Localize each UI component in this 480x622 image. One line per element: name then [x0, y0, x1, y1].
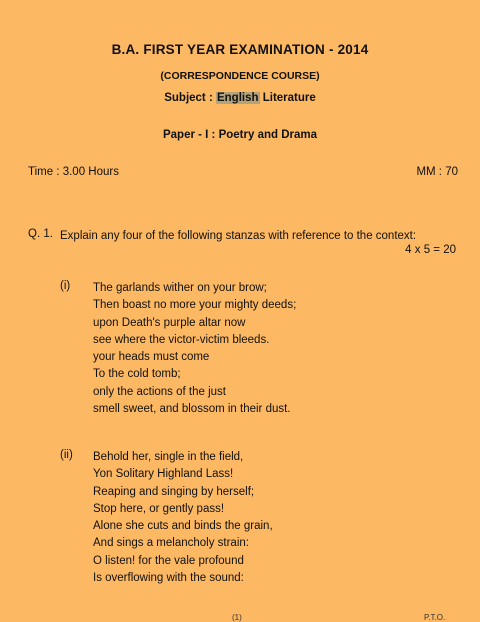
course-label: (CORRESPONDENCE COURSE) — [160, 70, 320, 82]
stanza-line: O listen! for the vale profound — [93, 554, 244, 567]
pto-label: P.T.O. — [424, 613, 446, 622]
stanza-line: upon Death's purple altar now — [93, 316, 246, 329]
stanza-ii — [93, 449, 273, 587]
stanza-line: smell sweet, and blossom in their dust. — [93, 403, 291, 416]
stanza-line: Is overflowing with the sound: — [93, 572, 244, 585]
stanza-line: Then boast no more your mighty deeds; — [93, 299, 297, 312]
stanza-line: To the cold tomb; — [93, 368, 181, 381]
stanza-line: Reaping and singing by herself; — [93, 485, 255, 498]
stanza-line: The garlands wither on your brow; — [93, 282, 267, 294]
subject-highlight: English — [216, 92, 259, 104]
stanza-line: your heads must come — [93, 351, 210, 364]
subject-line — [0, 92, 480, 104]
exam-time: Time : 3.00 Hours — [28, 166, 119, 178]
stanza-line: Behold her, single in the field, — [93, 451, 244, 463]
paper-title: Paper - I : Poetry and Drama — [162, 129, 318, 141]
stanza-line: Yon Solitary Highland Lass! — [93, 468, 234, 481]
question-number: Q. 1. — [28, 228, 53, 240]
max-marks: MM : 70 — [416, 166, 458, 178]
stanza-i — [93, 280, 296, 418]
stanza-line: And sings a melancholy strain: — [93, 537, 249, 550]
exam-title: B.A. FIRST YEAR EXAMINATION - 2014 — [111, 42, 369, 57]
stanza-line: Stop here, or gently pass! — [93, 502, 225, 515]
stanza-line: see where the victor-victim bleeds. — [93, 333, 270, 346]
question-text: Explain any four of the following stanzas with reference to the context: — [60, 230, 417, 242]
stanza-line: only the actions of the just — [93, 385, 226, 398]
stanza-label: (ii) — [60, 449, 73, 461]
stanza-line: Alone she cuts and binds the grain, — [93, 520, 273, 533]
subject-prefix: Subject : — [164, 92, 213, 104]
stanza-label: (i) — [60, 280, 71, 292]
page-number: (1) — [232, 613, 242, 622]
question-marks: 4 x 5 = 20 — [405, 244, 456, 256]
subject-suffix: Literature — [262, 92, 316, 104]
